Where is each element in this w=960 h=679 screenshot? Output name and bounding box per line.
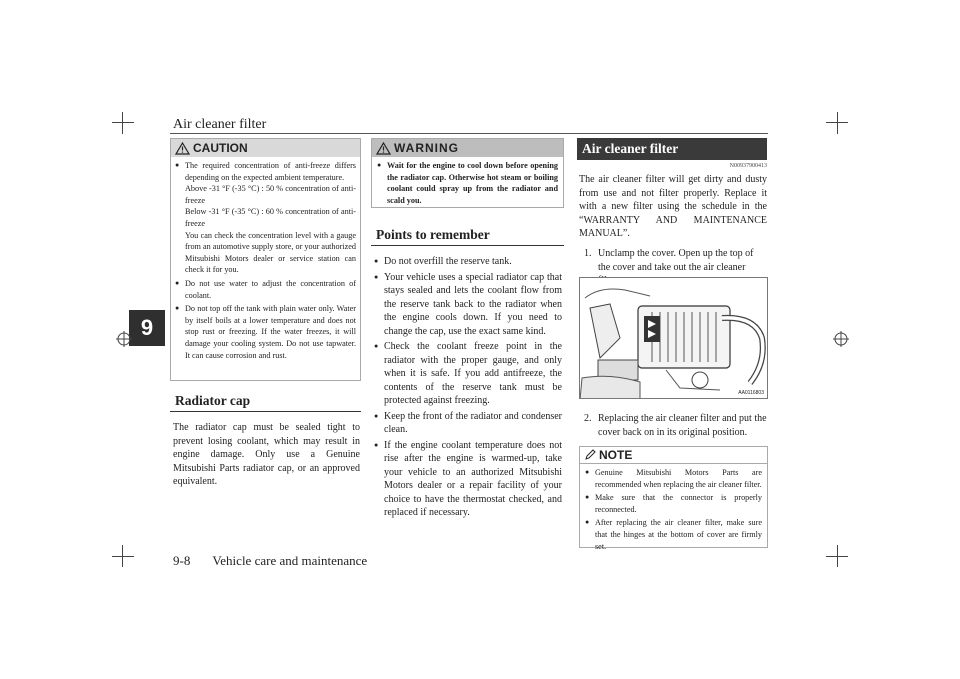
caution-box	[170, 138, 361, 381]
note-header	[580, 447, 767, 464]
list-item: ● Do not top off the tank with plain water only. Water by itself boils at a lower temperature and does not stop rust or freezing. If the water freezes, it will damage your cooling system. Do not use tapwater. It can cause corrosion and rust.	[175, 303, 356, 361]
section-title-points: Points to remember	[371, 224, 564, 246]
concentration-above: Above -31 °F (-35 °C) : 50 % concentration of anti-freeze	[185, 184, 356, 205]
chapter-tab: 9	[129, 310, 165, 346]
list-item: ● Genuine Mitsubishi Motors Parts are recommended when replacing the air cleaner filter.	[585, 467, 762, 490]
warning-list	[372, 157, 563, 206]
caution-header	[171, 139, 360, 157]
warning-triangle-icon	[175, 142, 190, 155]
caution-label: CAUTION	[193, 141, 248, 155]
crop-mark	[826, 556, 848, 557]
list-item: ● Keep the front of the radiator and condenser clean.	[374, 410, 562, 437]
page-footer	[173, 553, 367, 569]
footer-section: Vehicle care and maintenance	[212, 553, 368, 568]
caution-list	[171, 157, 360, 361]
concentration-below: Below -31 °F (-35 °C) : 60 % concentration of anti-freeze	[185, 207, 356, 228]
warning-triangle-icon	[376, 142, 391, 155]
pencil-icon	[584, 449, 596, 461]
page-number: 9-8	[173, 553, 191, 568]
doc-code: N00937900413	[729, 163, 767, 169]
crop-mark	[112, 556, 134, 557]
step-1: 1. Unclamp the cover. Open up the top of the cover and take out the air cleaner	[584, 248, 754, 273]
registration-mark-icon	[116, 331, 132, 347]
points-list	[374, 255, 562, 522]
list-item: ● Do not use water to adjust the concentration of coolant.	[175, 278, 356, 301]
warning-label: WARNING	[394, 141, 459, 155]
section-title-radiator-cap: Radiator cap	[170, 390, 361, 412]
section-title-air-cleaner: Air cleaner filter	[577, 138, 767, 160]
note-list	[580, 464, 767, 552]
list-item: ● After replacing the air cleaner filter, make sure that the hinges at the bottom of cover are firmly set.	[585, 517, 762, 552]
header-rule	[170, 133, 768, 134]
crop-mark	[826, 122, 848, 123]
crop-mark	[837, 112, 838, 134]
crop-mark	[122, 112, 123, 134]
step-2: 2. Replacing the air cleaner filter and put the cover back on in its original position.	[584, 413, 767, 438]
registration-mark-icon	[833, 331, 849, 347]
radiator-cap-body: The radiator cap must be sealed tight to prevent losing coolant, which may result in engine damage. Only use a Genuine Mitsubishi Parts radiator cap, or an approved equivalent.	[173, 422, 360, 487]
list-item: ● The required concentration of anti-freeze differs depending on the expected ambient temperature. Above -31 °F (-35 °C) : 50 % concentration of anti-freeze Below -31 °F (-35 °C) : 60 % concentration of anti-freeze You can check the concentration level with a gauge from an automotive supply store, or your authorized Mitsubishi Motors dealer or service station can check it for you.	[175, 160, 356, 276]
warning-box	[371, 138, 564, 208]
note-box	[579, 446, 768, 551]
air-filter-body: The air cleaner filter will get dirty and dusty from use and not filter properly. Replace it with a new filter using the schedule in the “WARRANTY AND MAINTENANCE MANUAL”.	[579, 174, 767, 239]
list-item: ● Do not overfill the reserve tank.	[374, 255, 562, 269]
warning-header	[372, 139, 563, 157]
list-item: ● Your vehicle uses a special radiator cap that stays sealed and lets the coolant flow from the reserve tank back to the radiator when the engine cools down. If you need to change the cap, use the exact same kind.	[374, 271, 562, 339]
concentration-check: You can check the concentration level with a gauge from an automotive supply store, or your authorized Mitsubishi Motors dealer or service station can check it for you.	[185, 230, 356, 275]
list-item: ● Wait for the engine to cool down before opening the radiator cap. Otherwise hot steam or boiling coolant could spray up from the radiator and scald you.	[377, 160, 558, 206]
list-item: ● Make sure that the connector is properly reconnected.	[585, 492, 762, 515]
crop-mark	[112, 122, 134, 123]
figure-code: AA0116803	[738, 390, 764, 396]
page-header-title: Air cleaner filter	[173, 117, 267, 132]
air-cleaner-illustration	[580, 278, 768, 399]
list-item: ● Check the coolant freeze point in the radiator with the proper gauge, and only when it is safe. If you add antifreeze, the contents of the reserve tank must be protected against freezing.	[374, 340, 562, 408]
note-label: NOTE	[599, 448, 633, 462]
list-item: ● If the engine coolant temperature does not rise after the engine is warmed-up, take your vehicle to an authorized Mitsubishi Motors dealer or a repair facility of your choice to have the thermostat checked, and replaced if necessary.	[374, 439, 562, 520]
engine-figure	[579, 277, 768, 399]
